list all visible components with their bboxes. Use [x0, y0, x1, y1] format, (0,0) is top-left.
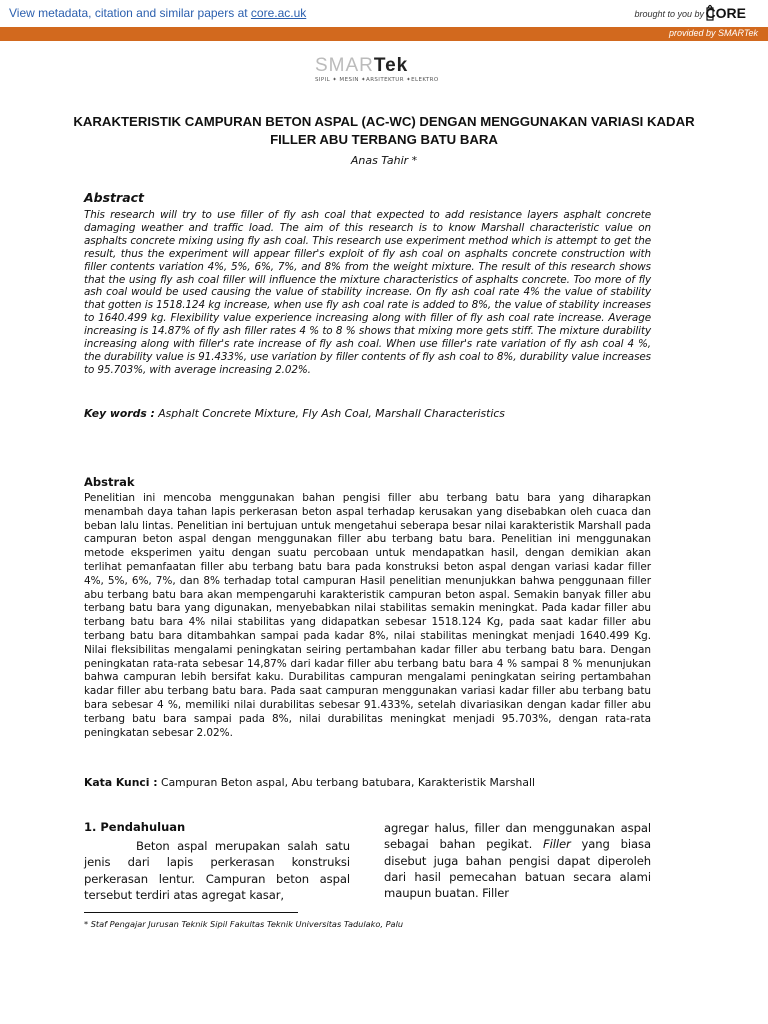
keywords-value: Asphalt Concrete Mixture, Fly Ash Coal, Marshall Characteristics	[158, 407, 505, 420]
keywords-label: Key words :	[84, 407, 155, 420]
logo-wordmark	[315, 55, 408, 77]
brought-to-you-by: brought to you by	[634, 9, 704, 19]
journal-logo	[315, 55, 455, 87]
kata-kunci-value: Campuran Beton aspal, Abu terbang batubara, Karakteristik Marshall	[161, 776, 535, 789]
body-text-b: yang biasa disebut juga bahan pengisi dapat diperoleh dari hasil pemecahan batuan secara alami maupun buatan. Filler	[384, 837, 651, 901]
body-column-right	[384, 820, 651, 901]
core-banner	[0, 0, 768, 28]
body-text-filler-italic: Filler	[543, 837, 571, 852]
paper-title: KARAKTERISTIK CAMPURAN BETON ASPAL (AC-WC) DENGAN MENGGUNAKAN VARIASI KADAR FILLER ABU TERBANG BATU BARA	[73, 114, 695, 147]
section-heading-pendahuluan: 1. Pendahuluan	[84, 820, 186, 834]
body-paragraph-right	[384, 820, 651, 901]
author: Anas Tahir *	[350, 154, 418, 167]
abstract-text: This research will try to use filler of fly ash coal that expected to add resistance layers asphalt concrete damaging weather and traffic load. The aim of this research is to know Marshall characteristic value on asphalts concrete mixing using fly ash coal. This research use experiment method which is attempt to get the result, thus the experiment will appear filler's exploit of fly ash coal on asphalts concrete construction with filler contents variation 4%, 5%, 6%, 7%, and 8% from the weight mixture. The result of this research shows that the using fly ash coal filler will influence the mixture characteristics of asphalts concrete. Too more of fly ash coal would be used causing the value of stability increase. On fly ash coal rate 4% the value of stability that gotten is 1518.124 kg increase, when use fly ash coal rate is added to 8%, the value of stability increases to 1640.499 kg. Flexibility value experience increasing along with filler of fly ash coal rate increase. Average increasing is 14.87% of fly ash filler rates 4 % to 8 % shows that mixing more gets stiff. The mixture durability increasing along with filler's rate increase of fly ash coal. When use filler's rate variation of fly ash coal 4 %, the durability value is 91.433%, use variation by filler contents of fly ash coal to 8%, durability value increases to 95.703%, with average increasing 2.02%.	[84, 209, 651, 376]
metadata-link-text[interactable]: View metadata, citation and similar papers at	[9, 6, 248, 20]
body-text-a: agregar halus, filler dan menggunakan aspal sebagai bahan pegikat.	[384, 821, 651, 852]
kata-kunci	[84, 776, 674, 789]
logo-part-tek: Tek	[373, 55, 409, 76]
body-paragraph: Beton aspal merupakan salah satu jenis dari lapis perkerasan konstruksi perkerasan lentur. Campuran beton aspal tersebut terdiri atas agregat kasar,	[84, 839, 350, 902]
footnote-rule	[84, 912, 298, 913]
metadata-link[interactable]	[9, 6, 306, 20]
logo-part-smar: SMAR	[315, 55, 374, 76]
keywords	[84, 407, 674, 420]
core-label[interactable]: CORE	[705, 5, 746, 21]
footnote: * Staf Pengajar Jurusan Teknik Sipil Fakultas Teknik Universitas Tadulako, Palu	[84, 919, 404, 929]
provider-bar	[0, 27, 768, 41]
kata-kunci-label: Kata Kunci :	[84, 776, 158, 789]
provided-by: provided by SMARTek	[668, 28, 758, 38]
logo-subtitle: SIPIL ✦ MESIN ✦ARSITEKTUR ✦ELEKTRO	[315, 77, 439, 83]
core-link[interactable]: core.ac.uk	[250, 6, 307, 20]
body-column-left	[84, 838, 350, 903]
abstrak-text: Penelitian ini mencoba menggunakan bahan pengisi filler abu terbang batu bara yang diharapkan menambah daya tahan lapis perkerasan beton aspal terhadap kerusakan yang disebabkan oleh cuaca dan beban lalu lintas. Penelitian ini bertujuan untuk mengetahui seberapa besar nilai karakteristik Marshall pada campuran beton aspal dengan menggunakan filler abu terbang batu bara. Penelitian ini menggunakan metode eksperimen yaitu dengan suatu percobaan untuk mendapatkan hasil, dengan demikian akan terlihat pemanfaatan filler abu terbang batu bara pada konstruksi beton aspal dengan variasi kadar filler 4%, 5%, 6%, 7%, dan 8% terhadap total campuran Hasil penelitian menunjukkan bahwa penggunaan filler abu terbang batu bara akan mempengaruhi karakteristik campuran beton aspal. Semakin banyak filler abu terbang batu bara yang digunakan, menyebabkan nilai stabilitas semakin meningkat. Pada kadar filler abu terbang batu bara 4% nilai stabilitas yang didapatkan sebesar 1518.124 Kg, pada saat kadar filler abu terbang batu bara ditambahkan sampai pada kadar 8%, nilai stabilitas meningkat menjadi 1640.499 Kg. Nilai fleksibilitas mengalami peningkatan seiring pertambahan kadar filler abu terbang batu bara. Dengan peningkatan rata-rata sebesar 14,87% dari kadar filler abu terbang batu bara 4 % sampai 8 % menunjukan bahwa campuran lebih bersifat kaku. Durabilitas campuran mengalami peningkatan seiring pertambahan kadar filler abu terbang batu bara. Pada saat campuran menggunakan variasi kadar filler abu terbang batu bara sebesar 4 %, memiliki nilai durabilitas sebesar 91.433%, setelah divariasikan dengan kadar filler abu terbang batu bara sampai pada 8%, nilai durabilitas meningkat menjadi 95.703%, dengan rata-rata peningkatan sebesar 2.02%.	[84, 492, 651, 739]
abstrak-heading: Abstrak	[84, 475, 135, 489]
abstract-heading: Abstract	[84, 190, 145, 205]
